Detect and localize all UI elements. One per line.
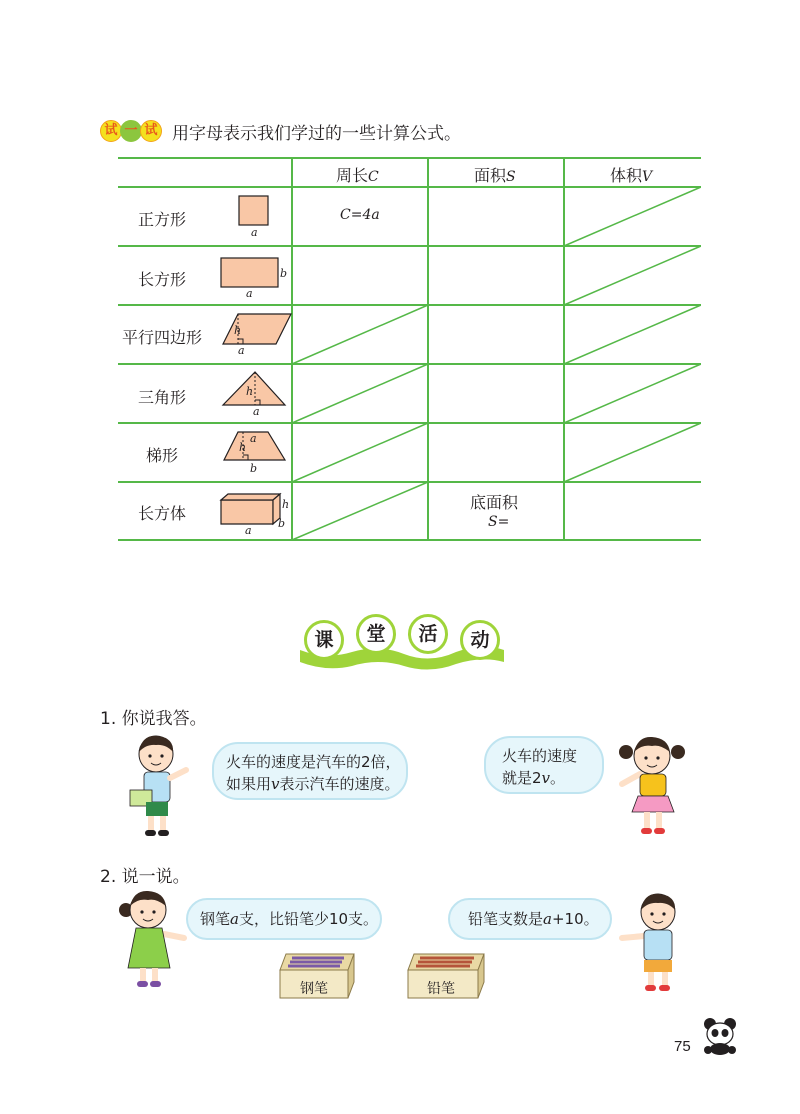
- header-volume-var: V: [642, 169, 653, 185]
- try-char-3: 试: [140, 120, 162, 142]
- bubble-pencils-var: a: [543, 910, 552, 928]
- bubble-q1-line1: 火车的速度是汽车的2倍，: [226, 753, 401, 771]
- speech-bubble-question: [212, 742, 408, 800]
- activity-banner: [296, 612, 508, 676]
- bubble-pens-pre: 钢笔: [200, 910, 231, 928]
- trap-label-h: h: [239, 441, 247, 454]
- header-area-var: S: [506, 169, 516, 185]
- bubble-q1-line2: [226, 773, 406, 795]
- header-volume-text: 体积: [610, 166, 643, 185]
- bubble-a1-line2-post: 。: [550, 769, 566, 787]
- bubble-pens-var: a: [230, 910, 239, 928]
- bubble-a1-line1: 火车的速度: [502, 747, 578, 765]
- boy-character-illustration: [128, 732, 192, 840]
- row-label-square: 正方形: [137, 210, 186, 229]
- question-2-title: 2. 说一说。: [100, 867, 190, 887]
- bubble-pencils-post: +10。: [551, 910, 599, 928]
- cuboid-top: [221, 494, 280, 500]
- cuboid-label-h: h: [282, 498, 290, 511]
- speech-bubble-answer: [484, 736, 604, 794]
- bubble-q1-line2-post: 表示汽车的速度。: [279, 775, 400, 793]
- speech-bubble-pencils: [448, 898, 612, 940]
- para-label-a: a: [238, 344, 245, 357]
- page-number: 75: [674, 1038, 691, 1055]
- pencil-box-label: 铅笔: [427, 981, 455, 997]
- panda-icon: [700, 1016, 740, 1056]
- row-label-trapezoid: 梯形: [145, 446, 178, 465]
- bubble-q1-line2-pre: 如果用: [226, 775, 272, 793]
- pen-box-label: 钢笔: [300, 981, 328, 997]
- girl-character-illustration: [612, 734, 696, 840]
- rectangle-shape: [221, 258, 278, 287]
- bubble-pencils-pre: 铅笔支数是: [468, 910, 544, 928]
- cuboid-base-area-title: 底面积: [470, 493, 519, 512]
- header-perimeter-text: 周长: [336, 166, 369, 185]
- cuboid-base-area-formula: S=: [488, 514, 510, 530]
- para-label-h: h: [234, 324, 242, 337]
- row-label-cuboid: 长方体: [137, 504, 186, 523]
- trap-label-b: b: [250, 462, 258, 475]
- cuboid-label-b: b: [278, 517, 286, 530]
- tri-label-a: a: [253, 405, 260, 418]
- square-perimeter-formula: C=4a: [340, 207, 380, 223]
- square-label-a: a: [251, 226, 258, 239]
- bubble-a1-var: v: [541, 769, 551, 787]
- bubble-a1-line2: [502, 767, 602, 789]
- cuboid-label-a: a: [245, 524, 252, 537]
- tri-label-h: h: [246, 385, 254, 398]
- banner-char-2: 堂: [356, 614, 396, 654]
- header-area: [474, 163, 516, 186]
- try-it-instruction: 用字母表示我们学过的一些计算公式。: [172, 124, 461, 144]
- bubble-a1-line2-pre: 就是2: [502, 769, 542, 787]
- header-volume: [610, 163, 652, 186]
- cuboid-front: [221, 500, 273, 524]
- triangle-shape: [223, 372, 285, 405]
- speech-bubble-pens: [186, 898, 382, 940]
- square-shape: [239, 196, 268, 225]
- row-label-parallelogram: 平行四边形: [121, 328, 202, 347]
- try-char-2: 一: [120, 120, 142, 142]
- header-perimeter: [336, 163, 379, 186]
- try-char-1: 试: [100, 120, 122, 142]
- formula-table: [118, 157, 701, 541]
- banner-char-3: 活: [408, 614, 448, 654]
- bubble-pens-post: 支，比铅笔少10支。: [238, 910, 379, 928]
- row-label-triangle: 三角形: [137, 388, 186, 407]
- banner-char-4: 动: [460, 620, 500, 660]
- bubble-q1-var: v: [271, 775, 280, 793]
- try-it-badge: [100, 120, 162, 142]
- header-area-text: 面积: [474, 166, 507, 185]
- header-perimeter-var: C: [368, 169, 379, 185]
- rect-label-b: b: [280, 267, 288, 280]
- row-label-rectangle: 长方形: [137, 270, 186, 289]
- girl-2-character-illustration: [118, 888, 192, 992]
- banner-char-1: 课: [304, 620, 344, 660]
- rect-label-a: a: [246, 287, 253, 300]
- boy-2-character-illustration: [612, 890, 692, 994]
- question-1-title: 1. 你说我答。: [100, 709, 207, 729]
- trap-label-a: a: [250, 432, 257, 445]
